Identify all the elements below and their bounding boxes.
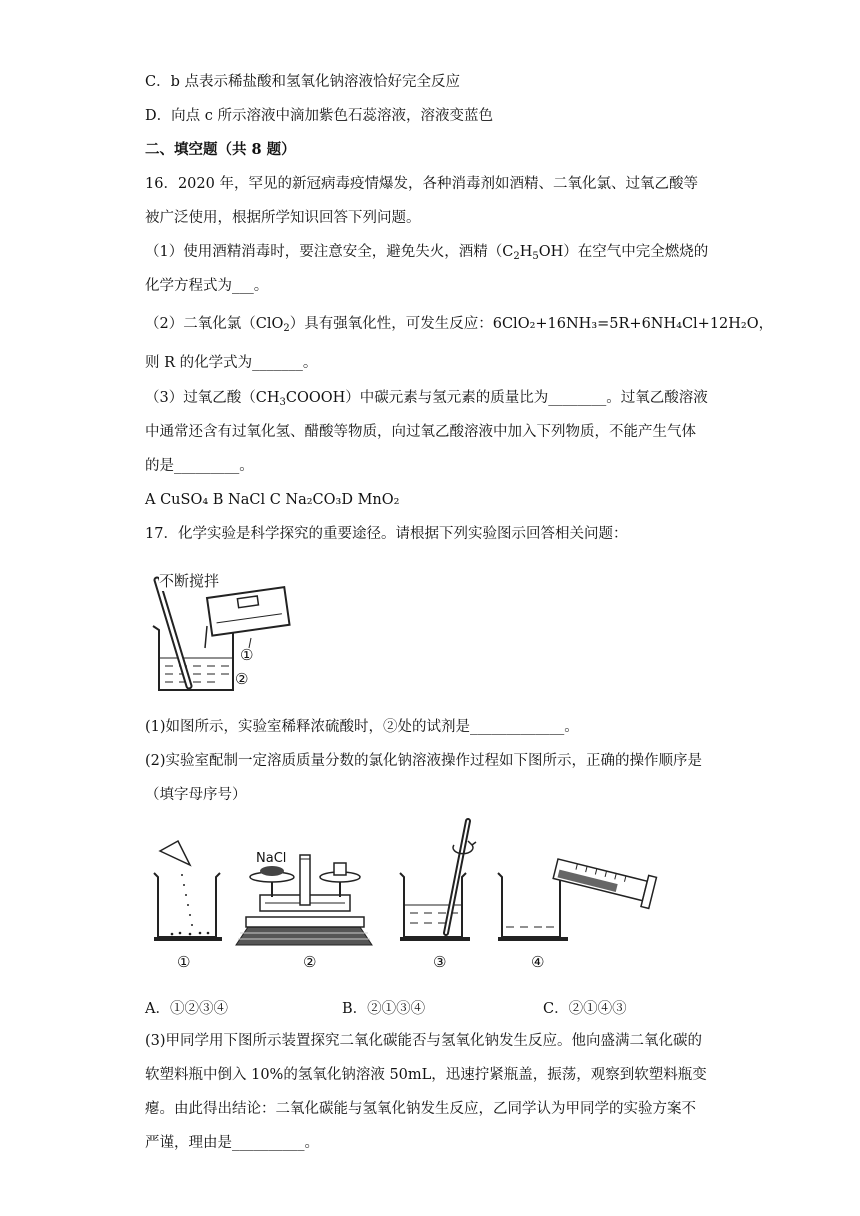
q16-part1-line2: 化学方程式为___。 [145, 278, 269, 294]
solution-prep-figure [150, 815, 670, 980]
q17-part3-line4: 严谨，理由是__________。 [145, 1135, 319, 1151]
q17-part2-line2: （填字母序号） [145, 787, 247, 803]
step2-drawing [236, 855, 372, 945]
q16-part2-line2: 则 R 的化学式为_______。 [145, 355, 318, 371]
q17-part1: (1)如图所示，实验室稀释浓硫酸时，②处的试剂是_____________。 [145, 719, 579, 735]
option-c-text: C．b 点表示稀盐酸和氢氧化钠溶液恰好完全反应 [145, 74, 460, 90]
q17-part3-line2: 软塑料瓶中倒入 10%的氢氧化钠溶液 50mL，迅速拧紧瓶盖，振荡，观察到软塑料瓶变 [145, 1067, 707, 1083]
choice-b: B．②①③④ [342, 1001, 426, 1017]
step4-drawing [498, 853, 656, 941]
q17-part3-line1: (3)甲同学用下图所示装置探究二氧化碳能否与氢氧化钠发生反应。他向盛满二氧化碳的 [145, 1033, 703, 1049]
q16-part1-line1: （1）使用酒精消毒时，要注意安全，避免失火，酒精$(C_2H_5OH)$在空气中完全燃烧的 [145, 244, 709, 262]
stir-caption: 不断搅拌 [159, 572, 220, 590]
q16-stem-2: 被广泛使用，根据所学知识回答下列问题。 [145, 210, 421, 226]
dilution-figure [145, 568, 295, 698]
q16-part3-line3: 的是_________。 [145, 458, 254, 474]
q16-part3-line1: （3）过氧乙酸$(CH_3COOOH)$中碳元素与氢元素的质量比为________。过氧乙酸溶液 [145, 390, 708, 408]
step1-drawing [154, 841, 222, 941]
choice-a: A．①②③④ [145, 1001, 228, 1017]
option-d-text: D．向点 c 所示溶液中滴加紫色石蕊溶液，溶液变蓝色 [145, 108, 493, 124]
q16-stem-1: 16．2020 年，罕见的新冠病毒疫情爆发，各种消毒剂如酒精、二氧化氯、过氧乙酸等 [145, 176, 698, 192]
reaction-equation: 6ClO₂+16NH₃=5R+6NH₄Cl+12H₂O， [492, 316, 774, 332]
marker-2: ② [235, 670, 249, 688]
nacl-label: NaCl [256, 851, 287, 866]
q17-part3-line3: 瘪。由此得出结论：二氧化碳能与氢氧化钠发生反应，乙同学认为甲同学的实验方案不 [145, 1101, 696, 1117]
step-marker-3: ③ [433, 953, 447, 971]
step-marker-4: ④ [531, 953, 545, 971]
step3-drawing [400, 821, 476, 941]
q17-stem: 17．化学实验是科学探究的重要途径。请根据下列实验图示回答相关问题： [145, 526, 628, 542]
q16-choices: A CuSO₄ B NaCl C Na₂CO₃D MnO₂ [145, 492, 400, 508]
step-marker-1: ① [177, 953, 191, 971]
marker-1: ① [240, 646, 254, 664]
step-marker-2: ② [303, 953, 317, 971]
q16-part2-line1: （2）二氧化氯（ClO$_2$）具有强氧化性，可发生反应：6ClO₂+16NH₃=5R+6NH₄Cl+12H₂O， [145, 316, 774, 334]
q17-part2-line1: (2)实验室配制一定溶质质量分数的氯化钠溶液操作过程如下图所示，正确的操作顺序是 [145, 753, 703, 769]
section-heading: 二、填空题（共 8 题） [145, 141, 296, 158]
choice-c: C．②①④③ [543, 1001, 627, 1017]
q16-part3-line2: 中通常还含有过氧化氢、醋酸等物质，向过氧乙酸溶液中加入下列物质，不能产生气体 [145, 424, 696, 440]
